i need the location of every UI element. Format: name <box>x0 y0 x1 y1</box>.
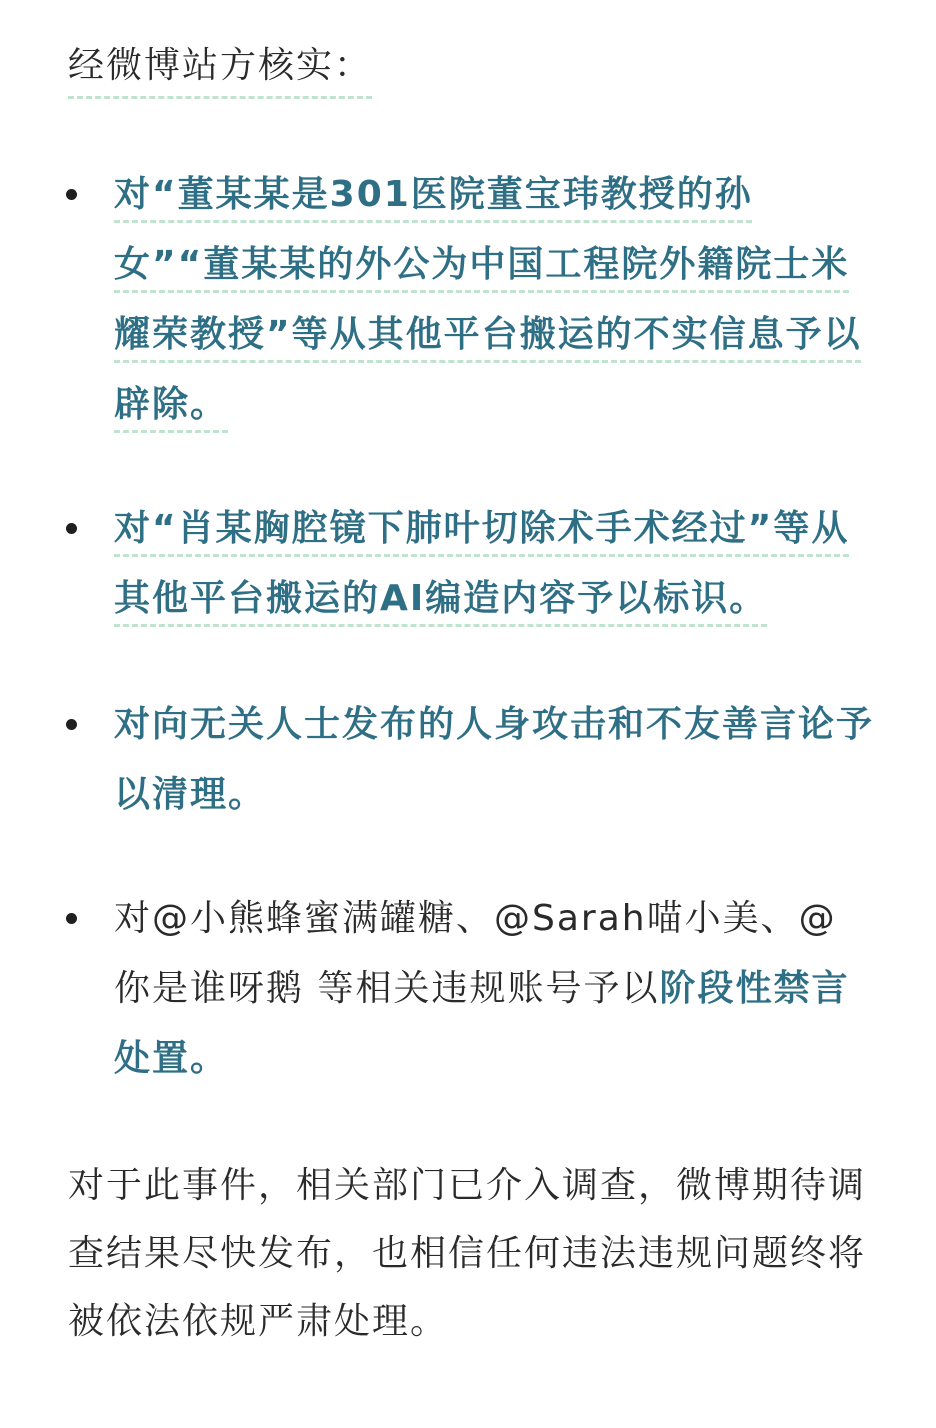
bullet-icon <box>66 913 77 924</box>
highlighted-text: 对“董某某是301医院董宝玮教授的孙女”“董某某的外公为中国工程院外籍院士米耀荣教授”等从其他平台搬运的不实信息予以辟除。 <box>114 174 862 425</box>
list-item-text <box>114 160 874 440</box>
highlighted-text: 对“肖某胸腔镜下肺叶切除术手术经过”等从其他平台搬运的AI编造内容予以标识。 <box>114 508 850 619</box>
list-item-text <box>114 884 874 1094</box>
section-heading: 经微博站方核实： <box>68 40 372 99</box>
highlighted-text: 阶段性禁言处置。 <box>114 968 850 1079</box>
closing-paragraph: 对于此事件，相关部门已介入调查，微博期待调查结果尽快发布，也相信任何违法违规问题终将被依法依规严肃处理。 <box>68 1165 867 1342</box>
bullet-icon <box>66 523 77 534</box>
plain-text: 对@小熊蜂蜜满罐糖、@Sarah喵小美、@你是谁呀鹅 等相关违规账号予以 <box>114 898 837 1009</box>
list-item-text <box>114 494 874 634</box>
highlighted-text: 对向无关人士发布的人身攻击和不友善言论予以清理。 <box>114 704 875 815</box>
list-item-text <box>114 690 874 830</box>
bullet-icon <box>66 719 77 730</box>
bullet-icon <box>66 189 77 200</box>
